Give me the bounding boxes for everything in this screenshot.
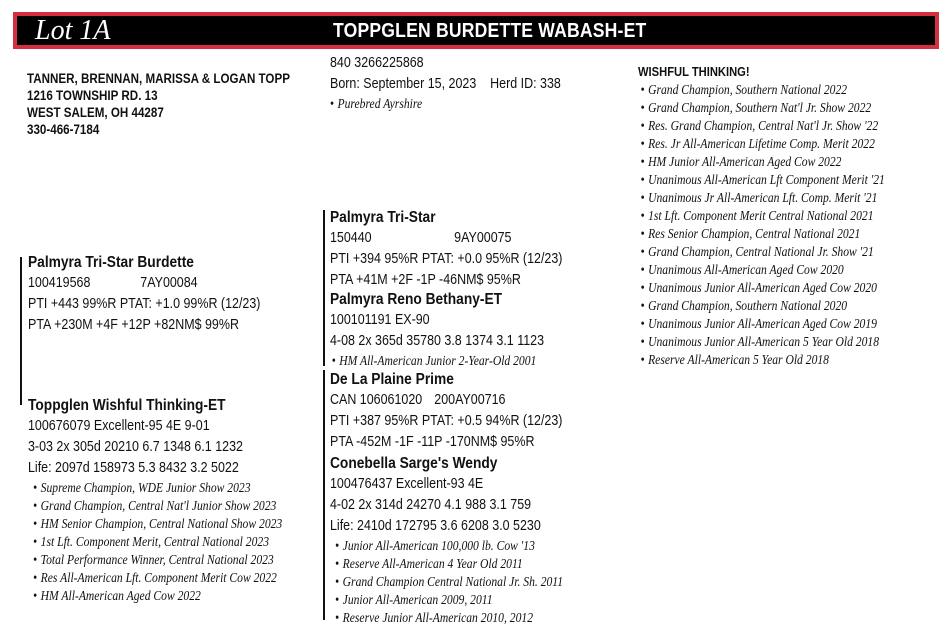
wishful-honor: • Unanimous Junior All-American 5 Year Old 2018: [641, 333, 885, 351]
dam-sire-pti: PTI +387 95%R PTAT: +0.5 94%R (12/23): [330, 413, 563, 429]
dam-dam-name: Conebella Sarge's Wendy: [330, 455, 498, 472]
animal-title: TOPPGLEN BURDETTE WABASH-ET: [333, 20, 647, 42]
sire-sire-name: Palmyra Tri-Star: [330, 209, 436, 226]
breed: • Purebred Ayrshire: [330, 95, 561, 113]
dam-name: Toppglen Wishful Thinking-ET: [28, 397, 226, 414]
dam-dam-honor: • Reserve Junior All-American 2010, 2012: [335, 609, 563, 627]
sire-reg: 100419568: [28, 275, 91, 291]
wishful-honor: • Unanimous Jr All-American Lft. Comp. Merit '21: [641, 189, 885, 207]
sire-dam-honors: [330, 352, 544, 370]
dam-dam-record: 4-02 2x 314d 24270 4.1 988 3.1 759: [330, 497, 532, 513]
owner-line: TANNER, BRENNAN, MARISSA & LOGAN TOPP: [27, 71, 290, 86]
dam-dam-honor: • Grand Champion Central National Jr. Sh. 2011: [335, 573, 563, 591]
dam-sire-code: 200AY00716: [434, 392, 506, 408]
wishful-honor: • Res. Jr All-American Lifetime Comp. Merit 2022: [641, 135, 885, 153]
dam-lifetime: Life: 2097d 158973 5.3 8432 3.2 5022: [28, 460, 239, 476]
wishful-honor: • Unanimous Junior All-American Aged Cow 2020: [641, 279, 885, 297]
wishful-title: WISHFUL THINKING!: [638, 64, 750, 79]
dam-honor: • Grand Champion, Central Nat'l Junior Show 2023: [33, 497, 282, 515]
owner-line: 1216 TOWNSHIP RD. 13: [27, 88, 158, 103]
sire-dam-name: Palmyra Reno Bethany-ET: [330, 291, 503, 308]
sire-pedigree-bar: [20, 257, 22, 405]
wishful-honor: • Res. Grand Champion, Central Nat'l Jr. Show '22: [641, 117, 885, 135]
dam-block: [28, 395, 282, 605]
wishful-honor: • 1st Lft. Component Merit Central National 2021: [641, 207, 885, 225]
owner-line: 330-466-7184: [27, 122, 100, 137]
wishful-block: [638, 63, 885, 369]
wishful-honor: • HM Junior All-American Aged Cow 2022: [641, 153, 885, 171]
wishful-honor: • Grand Champion, Southern Nat'l Jr. Show 2022: [641, 99, 885, 117]
dam-honor: • HM Senior Champion, Central National Show 2023: [33, 515, 282, 533]
sire-dam-record: 4-08 2x 365d 35780 3.8 1374 3.1 1123: [330, 333, 545, 349]
dam-dam-reg-line: 100476437 Excellent-93 4E: [330, 476, 484, 492]
sire-dam-block: [330, 289, 544, 370]
sire-sire-pta: PTA +41M +2F -1P -46NM$ 95%R: [330, 272, 521, 288]
sire-pti: PTI +443 99%R PTAT: +1.0 99%R (12/23): [28, 296, 261, 312]
dam-sire-reg-line: [330, 390, 562, 411]
dam-honors: [28, 479, 282, 605]
registration-number: 840 3266225868: [330, 55, 424, 71]
sire-sire-reg: 150440: [330, 230, 372, 246]
herd-id: Herd ID: 338: [490, 76, 561, 92]
sire-dam-reg-line: 100101191 EX-90: [330, 312, 430, 328]
dam-dam-honor: • Reserve All-American 4 Year Old 2011: [335, 555, 563, 573]
lot-header-bar: [17, 16, 935, 45]
dam-honor: • Supreme Champion, WDE Junior Show 2023: [33, 479, 282, 497]
wishful-honor: • Unanimous All-American Lft Component Merit '21: [641, 171, 885, 189]
sire-reg-line: [28, 273, 260, 294]
sire-name: Palmyra Tri-Star Burdette: [28, 254, 194, 271]
dam-sire-pta: PTA -452M -1F -11P -170NM$ 95%R: [330, 434, 535, 450]
lot-number: Lot 1A: [35, 15, 111, 46]
dam-sire-block: [330, 369, 562, 453]
sire-sire-pti: PTI +394 95%R PTAT: +0.0 95%R (12/23): [330, 251, 563, 267]
sire-code: 7AY00084: [140, 275, 198, 291]
wishful-honor: • Grand Champion, Southern National 2020: [641, 297, 885, 315]
sire-sire-block: [330, 207, 562, 291]
dam-sire-reg: CAN 106061020: [330, 392, 423, 408]
sire-pta: PTA +230M +4F +12P +82NM$ 99%R: [28, 317, 239, 333]
wishful-honor: • Unanimous Junior All-American Aged Cow 2019: [641, 315, 885, 333]
dam-honor: • HM All-American Aged Cow 2022: [33, 587, 282, 605]
wishful-honor: • Reserve All-American 5 Year Old 2018: [641, 351, 885, 369]
wishful-honor: • Unanimous All-American Aged Cow 2020: [641, 261, 885, 279]
dam-dam-block: [330, 453, 563, 627]
birth-date: Born: September 15, 2023: [330, 76, 477, 92]
birth-herd-line: [330, 74, 561, 95]
sire-sire-code: 9AY00075: [454, 230, 512, 246]
lot-header: [13, 12, 939, 49]
dam-parents-bar: [323, 370, 325, 620]
sire-sire-reg-line: [330, 228, 562, 249]
dam-honor: • 1st Lft. Component Merit, Central National 2023: [33, 533, 282, 551]
dam-dam-honors: [330, 537, 563, 627]
sire-block: [28, 252, 260, 336]
dam-dam-honor: • Junior All-American 2009, 2011: [335, 591, 563, 609]
dam-dam-honor: • Junior All-American 100,000 lb. Cow '13: [335, 537, 563, 555]
dam-sire-name: De La Plaine Prime: [330, 371, 454, 388]
wishful-honor: • Res Senior Champion, Central National 2021: [641, 225, 885, 243]
wishful-honor: • Grand Champion, Southern National 2022: [641, 81, 885, 99]
dam-honor: • Total Performance Winner, Central National 2023: [33, 551, 282, 569]
wishful-honor: • Grand Champion, Central National Jr. Show '21: [641, 243, 885, 261]
animal-info: [330, 53, 561, 113]
dam-record: 3-03 2x 305d 20210 6.7 1348 6.1 1232: [28, 439, 243, 455]
wishful-honors: [638, 81, 885, 369]
sire-parents-bar: [323, 210, 325, 366]
sire-dam-honor: • HM All-American Junior 2-Year-Old 2001: [332, 352, 544, 370]
dam-honor: • Res All-American Lft. Component Merit Cow 2022: [33, 569, 282, 587]
owner-line: WEST SALEM, OH 44287: [27, 105, 164, 120]
dam-reg-line: 100676079 Excellent-95 4E 9-01: [28, 418, 210, 434]
owner-block: [27, 70, 290, 138]
dam-dam-lifetime: Life: 2410d 172795 3.6 6208 3.0 5230: [330, 518, 541, 534]
